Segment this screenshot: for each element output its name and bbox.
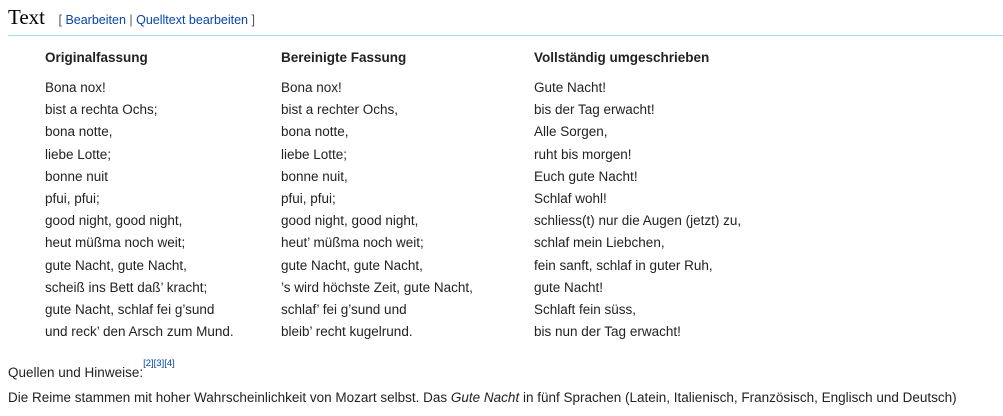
paragraph-text-start: Die Reime stammen mit hoher Wahrscheinlichkeit von Mozart selbst. Das: [8, 390, 451, 405]
verse-line: Bona nox!: [281, 80, 342, 95]
sources-line: [8, 357, 175, 384]
column-header-original: Originalfassung: [45, 50, 148, 65]
column-cleaned: [281, 47, 473, 343]
edit-link[interactable]: Bearbeiten: [65, 13, 126, 27]
verse-line: scheiß ins Bett daß’ kracht;: [45, 279, 208, 295]
verse-line: bonne nuit,: [281, 168, 348, 184]
verse-line: Schlaf wohl!: [534, 191, 607, 207]
verse-line: good night, good night,: [45, 213, 183, 229]
column-original: [45, 47, 234, 343]
verse-line: bona notte,: [281, 124, 349, 140]
verse-line: bis der Tag erwacht!: [534, 102, 655, 118]
verse-line: Gute Nacht!: [534, 80, 607, 95]
column-header-cleaned: Bereinigte Fassung: [281, 50, 407, 65]
footnote-refs: [143, 358, 175, 369]
verse-line: gute Nacht, gute Nacht,: [281, 257, 423, 273]
bracket-open: [: [58, 13, 66, 27]
verse-line: bist a rechter Ochs,: [281, 102, 399, 118]
verse-line: schlaf mein Liebchen,: [534, 235, 665, 251]
verse-line: Bona nox!: [45, 80, 106, 95]
verse-line: good night, good night,: [281, 213, 419, 229]
column-rewritten: [534, 47, 741, 343]
verse-line: bona notte,: [45, 124, 113, 140]
footnote-ref-2[interactable]: [2]: [143, 357, 154, 369]
edit-section-links: [58, 13, 255, 27]
verse-line: Schlaft fein süss,: [534, 302, 637, 318]
verse-line: ’s wird höchste Zeit, gute Nacht,: [281, 279, 473, 295]
section-heading: [8, 4, 1003, 36]
section-title: Text: [8, 5, 46, 29]
verse-line: bist a rechta Ochs;: [45, 102, 158, 118]
verse-line: schliess(t) nur die Augen (jetzt) zu,: [534, 213, 742, 229]
verse-line: heut’ müßma noch weit;: [281, 235, 424, 251]
verse-line: Euch gute Nacht!: [534, 168, 638, 184]
verse-line: liebe Lotte;: [45, 146, 112, 162]
verse-line: heut müßma noch weit;: [45, 235, 186, 251]
paragraph-emphasis: Gute Nacht: [450, 390, 520, 405]
verse-line: bleib’ recht kugelrund.: [281, 324, 413, 340]
verse-line: gute Nacht!: [534, 279, 604, 295]
edit-separator: |: [129, 13, 137, 27]
column-header-rewritten: Vollständig umgeschrieben: [534, 50, 710, 65]
edit-source-link[interactable]: Quelltext bearbeiten: [136, 13, 249, 27]
verse-line: pfui, pfui;: [281, 191, 336, 207]
bracket-close: ]: [251, 13, 255, 27]
verse-line: Alle Sorgen,: [534, 124, 608, 140]
verse-line: ruht bis morgen!: [534, 146, 632, 162]
verse-line: und reck’ den Arsch zum Mund.: [45, 324, 234, 340]
verse-line: fein sanft, schlaf in guter Ruh,: [534, 257, 713, 273]
paragraph-text-end: in fünf Sprachen (Latein, Italienisch, Französisch, Englisch und Deutsch): [519, 390, 957, 405]
verse-line: gute Nacht, gute Nacht,: [45, 257, 187, 273]
verse-line: gute Nacht, schlaf fei g’sund: [45, 302, 215, 318]
verse-line: pfui, pfui;: [45, 191, 100, 207]
footnote-ref-4[interactable]: [4]: [164, 357, 175, 369]
verse-line: schlaf’ fei g’sund und: [281, 302, 407, 318]
verse-line: bonne nuit: [45, 168, 109, 184]
verse-line: bis nun der Tag erwacht!: [534, 324, 681, 340]
sources-label: Quellen und Hinweise:: [8, 365, 144, 380]
body-paragraph: [8, 387, 1003, 409]
verse-line: liebe Lotte;: [281, 146, 348, 162]
footnote-ref-3[interactable]: [3]: [153, 357, 165, 369]
